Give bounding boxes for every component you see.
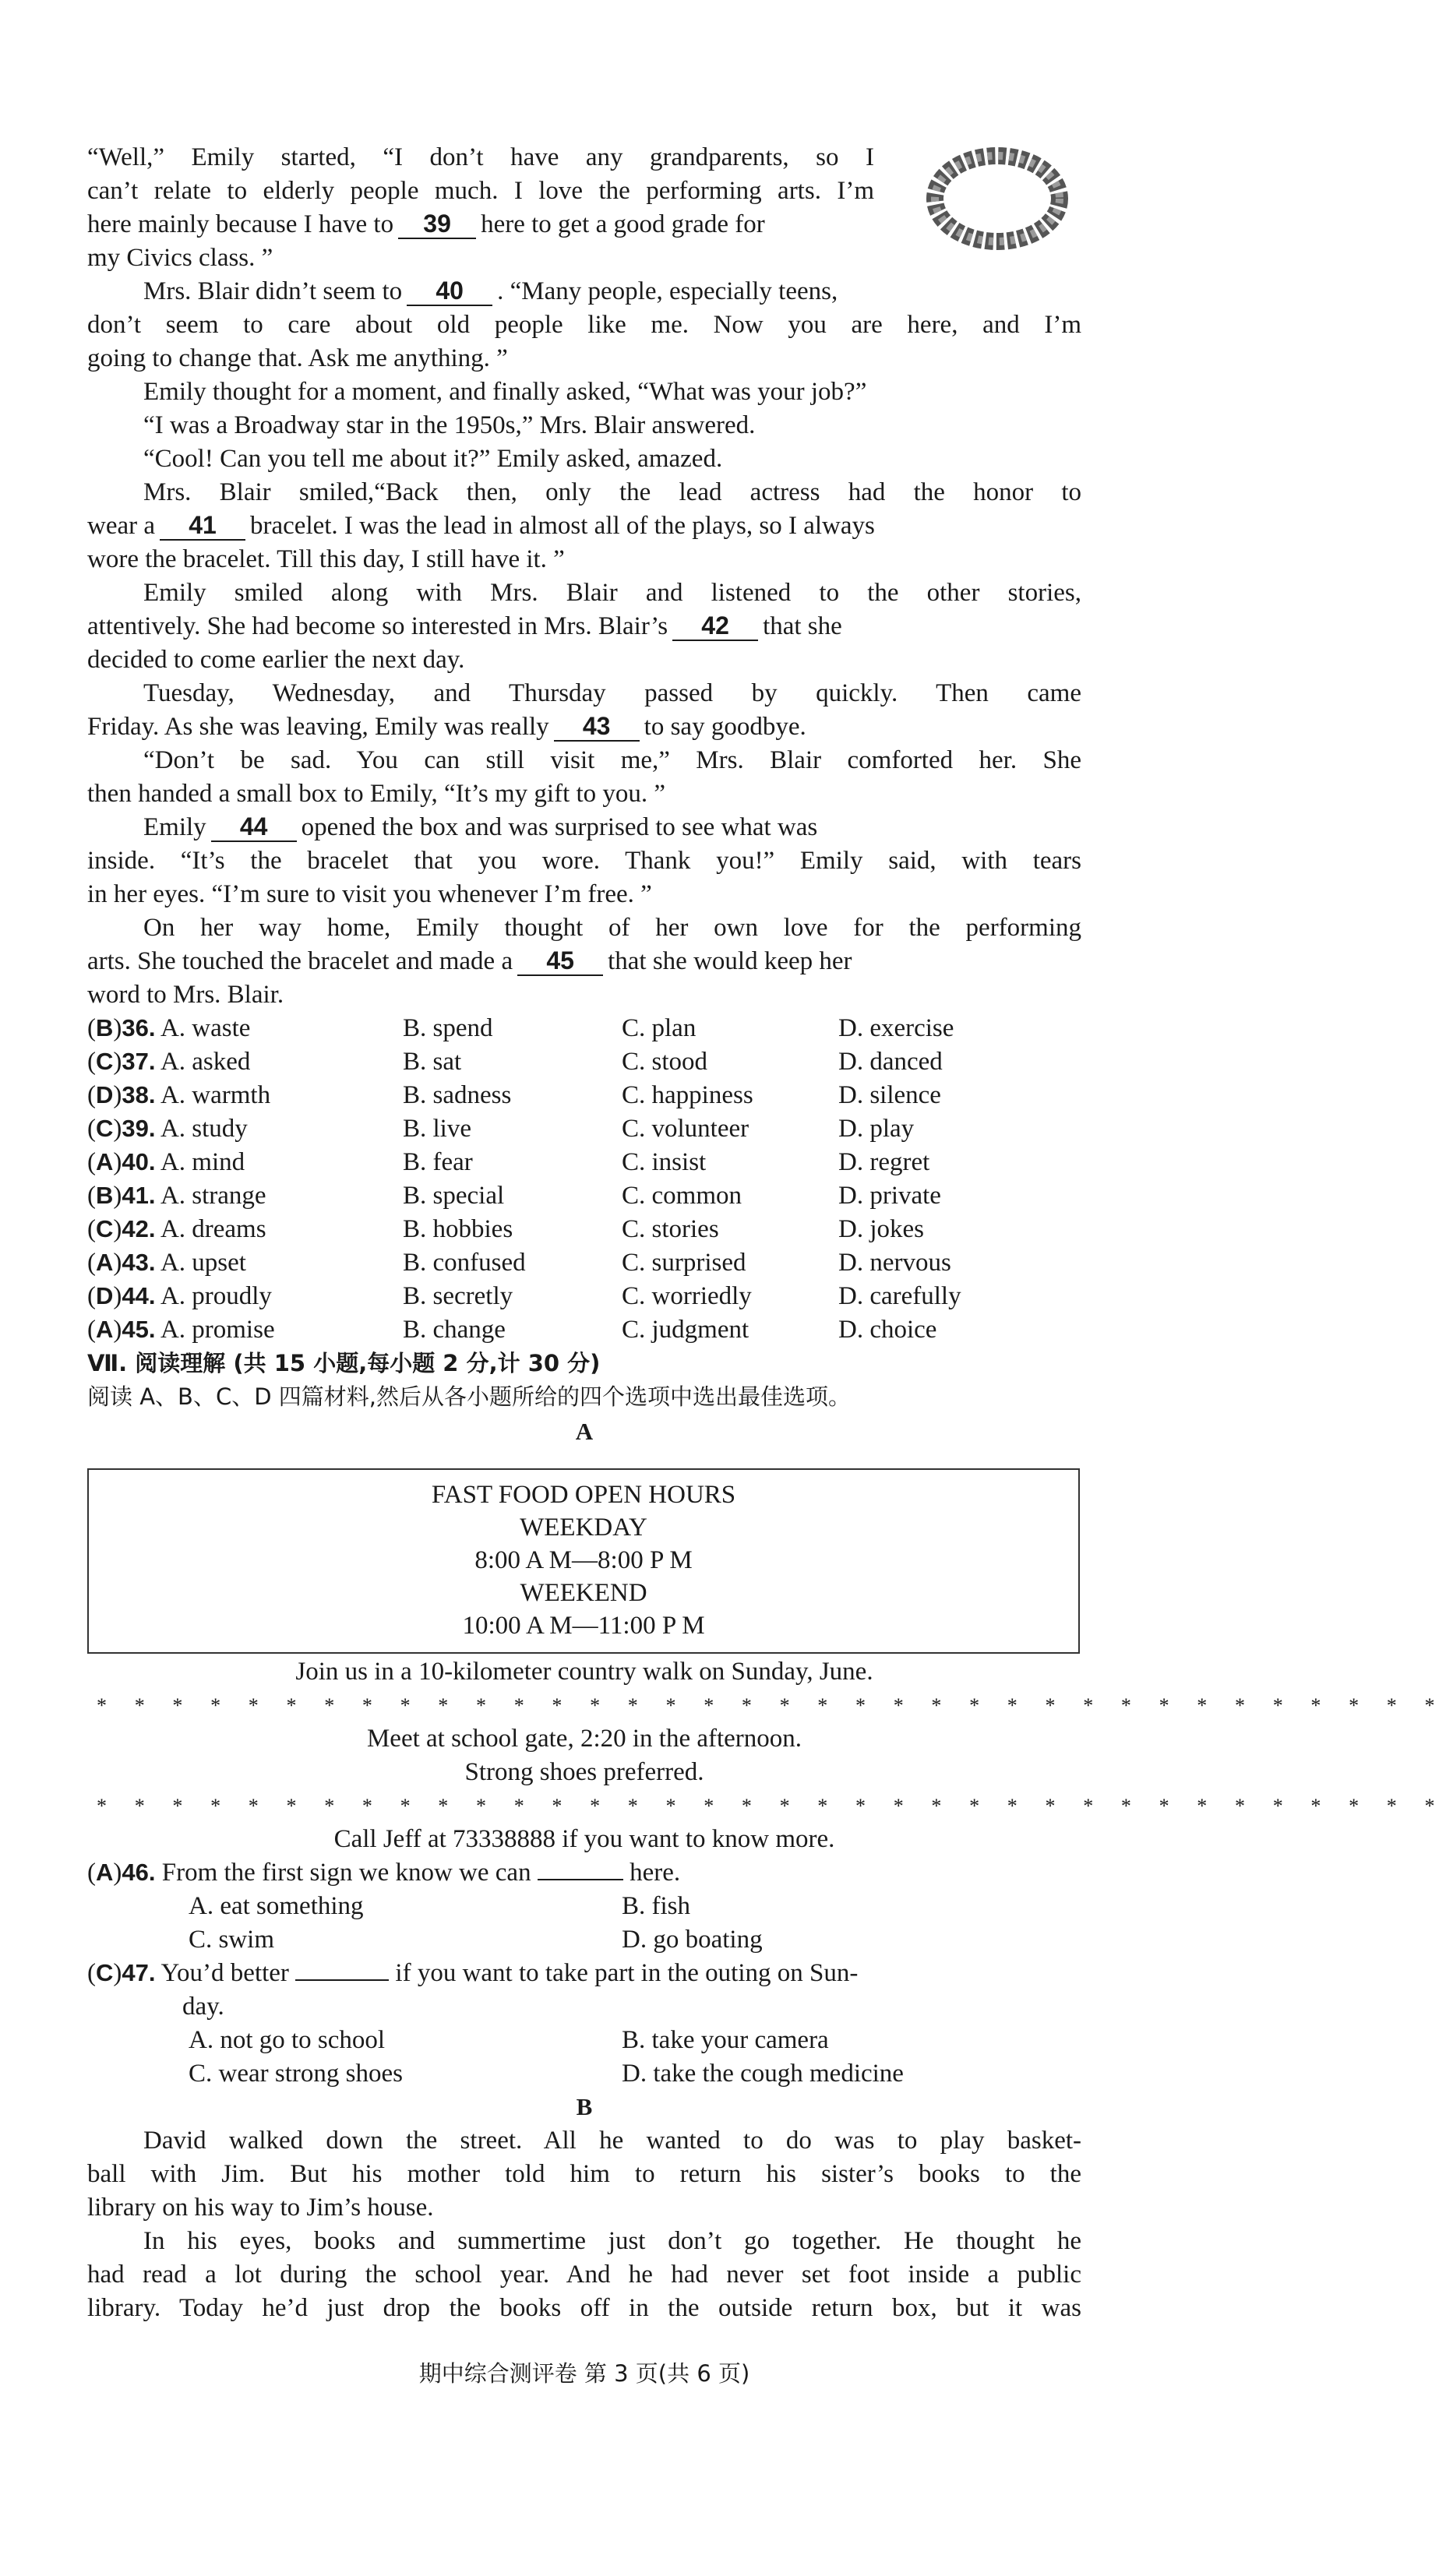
option-d: D. nervous [838, 1249, 951, 1277]
option-b: B. sat [403, 1048, 462, 1076]
option-d: D. danced [838, 1048, 943, 1076]
passage-line: Emily 44 opened the box and was surprised to see what was [143, 812, 818, 841]
cloze-question: (C)42. A. dreams [87, 1215, 266, 1243]
passage-line: wear a 41 bracelet. I was the lead in almost all of the plays, so I always [87, 511, 875, 540]
passage-line: Emily thought for a moment, and finally asked, “What was your job?” [143, 378, 867, 406]
option-b: B. spend [403, 1014, 493, 1042]
passage-line: attentively. She had become so interested in Mrs. Blair’s 42 that she [87, 611, 842, 640]
option-c: C. common [622, 1182, 742, 1210]
passage-line: then handed a small box to Emily, “It’s my gift to you. ” [87, 780, 666, 808]
passage-line: my Civics class. ” [87, 244, 273, 272]
passage-line: Mrs. Blair smiled,“Back then, only the lead actress had the honor to [143, 478, 1081, 506]
walk-notice: Join us in a 10-kilometer country walk on Sunday, June. [295, 1658, 873, 1686]
fast-food-notice [87, 1468, 1080, 1654]
option-c: C. judgment [622, 1316, 749, 1344]
cloze-question: (C)37. A. asked [87, 1048, 251, 1076]
blank-40: 40 [407, 277, 492, 306]
passage-line: don’t seem to care about old people like me. Now you are here, and I’m [87, 311, 1081, 339]
option-d: D. jokes [838, 1215, 924, 1243]
option-d: D. silence [838, 1081, 941, 1109]
blank-44: 44 [211, 812, 297, 842]
cloze-question: (A)43. A. upset [87, 1249, 246, 1277]
passage-line: Emily smiled along with Mrs. Blair and listened to the other stories, [143, 579, 1081, 607]
passage-b-line: ball with Jim. But his mother told him to return his sister’s books to the [87, 2160, 1081, 2188]
page-footer: 期中综合测评卷 第 3 页(共 6 页) [418, 2360, 750, 2387]
passage-line: decided to come earlier the next day. [87, 646, 465, 674]
answer-blank [295, 1956, 389, 1981]
passage-line: word to Mrs. Blair. [87, 981, 284, 1009]
passage-line: inside. “It’s the bracelet that you wore. Thank you!” Emily said, with tears [87, 847, 1081, 875]
option-d: D. choice [838, 1316, 937, 1344]
star-divider: * * * * * * * * * * * * * * * * * * * * * * * * * * * * * * * * * * * * [97, 1795, 1446, 1817]
star-divider: * * * * * * * * * * * * * * * * * * * * * * * * * * * * * * * * * * * * [97, 1694, 1446, 1717]
question-46: (A)46. From the first sign we know we can here. [87, 1855, 680, 1890]
cloze-question: (D)44. A. proudly [87, 1282, 272, 1310]
passage-b-line: In his eyes, books and summertime just don’t go together. He thought he [143, 2227, 1081, 2255]
section-heading: Ⅶ. 阅读理解 (共 15 小题,每小题 2 分,计 30 分) [87, 1350, 601, 1376]
option-d: D. exercise [838, 1014, 954, 1042]
option-c: C. swim [189, 1926, 275, 1954]
option-b: B. change [403, 1316, 506, 1344]
part-label-a: A [575, 1418, 594, 1445]
option-d: D. play [838, 1115, 915, 1143]
option-d: D. regret [838, 1148, 930, 1176]
passage-line: can’t relate to elderly people much. I love the performing arts. I’m [87, 177, 874, 205]
shoes-notice: Strong shoes preferred. [464, 1758, 704, 1786]
passage-line: “Cool! Can you tell me about it?” Emily asked, amazed. [143, 445, 723, 473]
blank-39: 39 [398, 210, 476, 239]
part-label-b: B [576, 2093, 593, 2120]
passage-line: Tuesday, Wednesday, and Thursday passed by quickly. Then came [143, 679, 1081, 707]
option-b: B. sadness [403, 1081, 512, 1109]
option-d: D. go boating [622, 1926, 763, 1954]
notice-weekday-hours: 8:00 A M—8:00 P M [474, 1546, 693, 1574]
passage-b-line: had read a lot during the school year. And he had never set foot inside a public [87, 2261, 1081, 2289]
option-d: D. private [838, 1182, 941, 1210]
option-d: D. carefully [838, 1282, 961, 1310]
option-c: C. stories [622, 1215, 719, 1243]
notice-weekday: WEEKDAY [520, 1514, 647, 1542]
blank-42: 42 [672, 611, 758, 641]
option-a: A. not go to school [189, 2026, 386, 2054]
meet-notice: Meet at school gate, 2:20 in the afternoon. [366, 1725, 802, 1753]
notice-weekend: WEEKEND [520, 1579, 647, 1607]
question-47: (C)47. You’d better if you want to take part in the outing on Sun- [87, 1956, 858, 1990]
option-b: B. live [403, 1115, 471, 1143]
passage-line: in her eyes. “I’m sure to visit you whenever I’m free. ” [87, 880, 652, 908]
option-b: B. secretly [403, 1282, 513, 1310]
option-b: B. fish [622, 1892, 691, 1920]
option-c: C. volunteer [622, 1115, 749, 1143]
cloze-question: (B)36. A. waste [87, 1014, 251, 1042]
passage-line: going to change that. Ask me anything. ” [87, 344, 508, 372]
passage-line: “Don’t be sad. You can still visit me,” Mrs. Blair comforted her. She [143, 746, 1081, 774]
option-c: C. worriedly [622, 1282, 752, 1310]
cloze-question: (C)39. A. study [87, 1115, 248, 1143]
cloze-question: (B)41. A. strange [87, 1182, 266, 1210]
passage-line: arts. She touched the bracelet and made a 45 that she would keep her [87, 946, 852, 975]
passage-line: “I was a Broadway star in the 1950s,” Mrs. Blair answered. [143, 411, 756, 439]
option-c: C. stood [622, 1048, 708, 1076]
option-c: C. wear strong shoes [189, 2060, 403, 2088]
option-b: B. fear [403, 1148, 473, 1176]
passage-line: “Well,” Emily started, “I don’t have any grandparents, so I [87, 143, 874, 171]
option-b: B. confused [403, 1249, 526, 1277]
cloze-question: (A)40. A. mind [87, 1148, 245, 1176]
passage-b-line: library on his way to Jim’s house. [87, 2194, 434, 2222]
passage-b-line: David walked down the street. All he wanted to do was to play basket- [143, 2127, 1081, 2155]
cloze-question: (D)38. A. warmth [87, 1081, 271, 1109]
passage-b-line: library. Today he’d just drop the books off in the outside return box, but it was [87, 2294, 1081, 2322]
passage-line: On her way home, Emily thought of her own love for the performing [143, 914, 1081, 942]
option-a: A. eat something [189, 1892, 364, 1920]
call-notice: Call Jeff at 73338888 if you want to know more. [333, 1825, 835, 1853]
option-b: B. special [403, 1182, 505, 1210]
blank-45: 45 [517, 946, 603, 976]
option-d: D. take the cough medicine [622, 2060, 904, 2088]
section-instruction: 阅读 A、B、C、D 四篇材料,然后从各小题所给的四个选项中选出最佳选项。 [87, 1383, 851, 1410]
option-c: C. surprised [622, 1249, 746, 1277]
answer-blank [538, 1855, 623, 1880]
passage-line: here mainly because I have to 39 here to get a good grade for [87, 210, 765, 238]
option-c: C. happiness [622, 1081, 753, 1109]
passage-line: Mrs. Blair didn’t seem to 40 . “Many people, especially teens, [143, 277, 838, 305]
passage-line: Friday. As she was leaving, Emily was really 43 to say goodbye. [87, 712, 806, 741]
blank-43: 43 [554, 712, 640, 742]
notice-title: FAST FOOD OPEN HOURS [431, 1481, 736, 1509]
passage-line: wore the bracelet. Till this day, I still have it. ” [87, 545, 565, 573]
notice-weekend-hours: 10:00 A M—11:00 P M [462, 1612, 705, 1640]
option-b: B. take your camera [622, 2026, 829, 2054]
option-c: C. insist [622, 1148, 707, 1176]
option-c: C. plan [622, 1014, 697, 1042]
blank-41: 41 [160, 511, 245, 541]
option-b: B. hobbies [403, 1215, 513, 1243]
question-47-continued: day. [182, 1993, 224, 2021]
cloze-question: (A)45. A. promise [87, 1316, 275, 1344]
